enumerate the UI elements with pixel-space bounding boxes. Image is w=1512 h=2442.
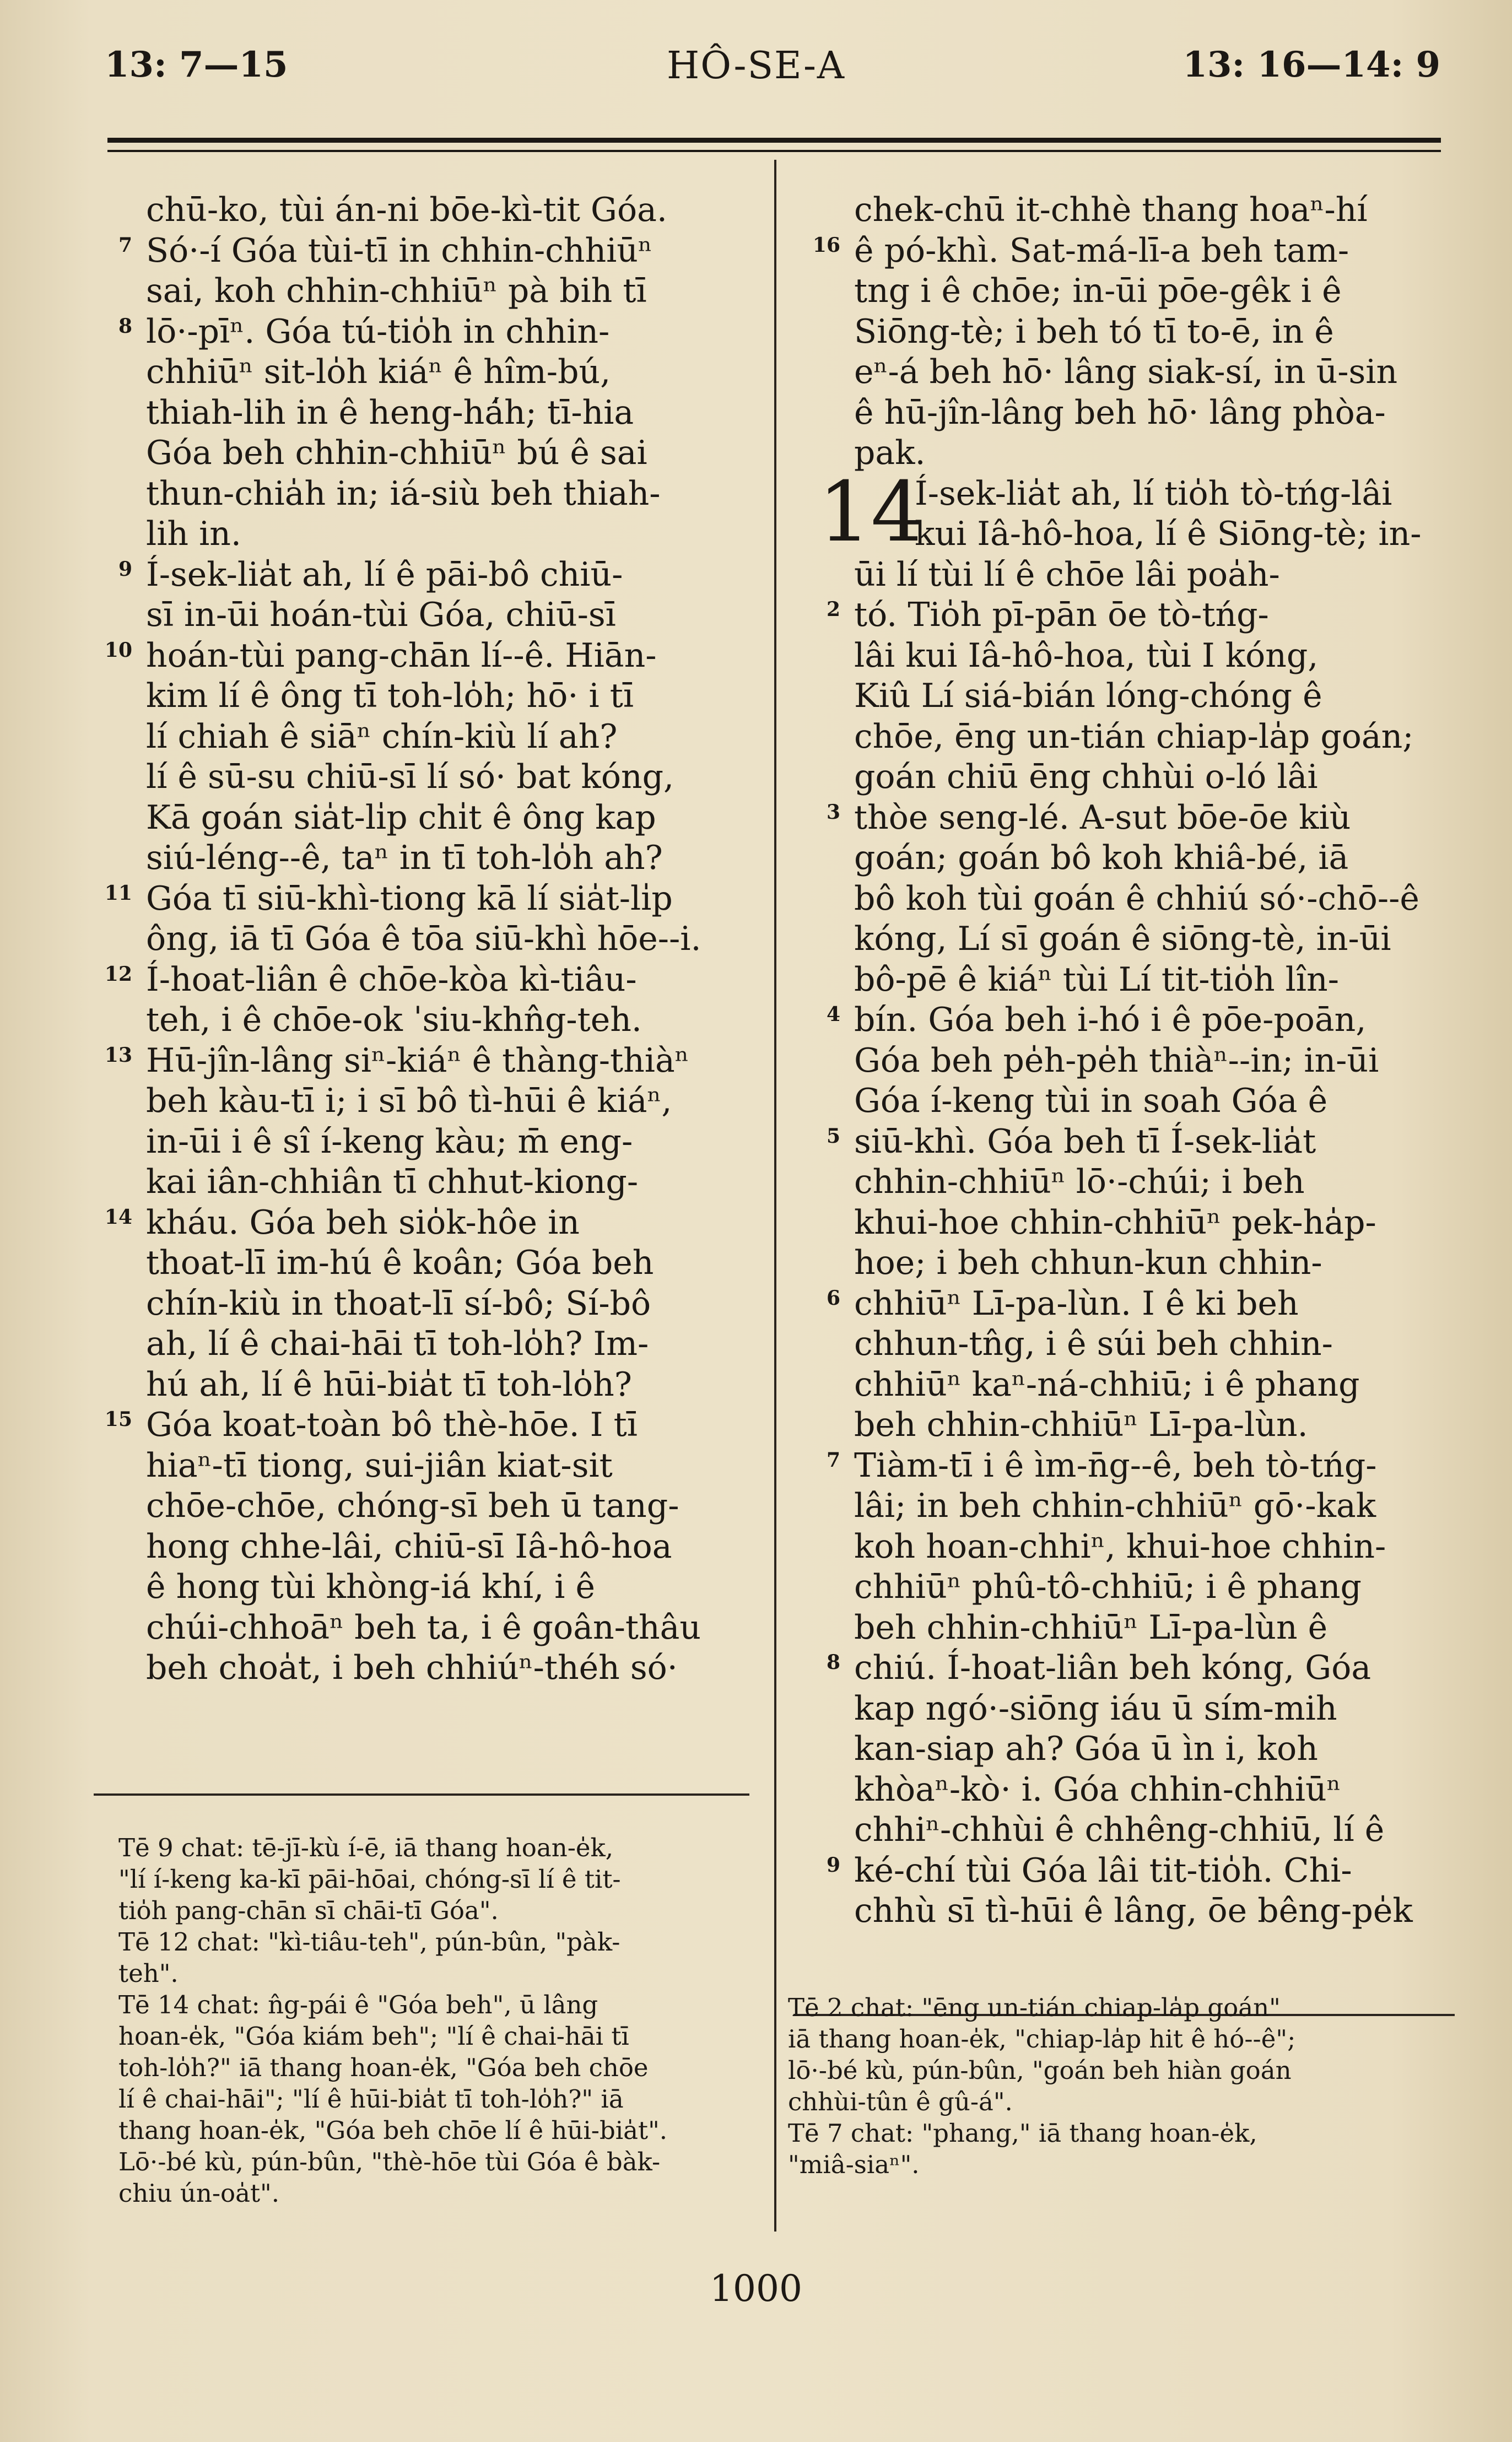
text-line xyxy=(146,1648,752,1689)
line-text: beh choa̍t, i beh chhiúⁿ-théh só· xyxy=(146,1649,678,1687)
text-line xyxy=(146,1486,752,1527)
line-text: khòaⁿ-kò· i. Góa chhin-chhiūⁿ xyxy=(854,1770,1341,1809)
text-line xyxy=(854,190,1449,231)
text-line xyxy=(146,1365,752,1406)
text-line xyxy=(854,838,1449,879)
text-line xyxy=(854,717,1449,758)
text-line xyxy=(854,1891,1449,1932)
line-text: pak. xyxy=(854,434,926,472)
text-line xyxy=(854,676,1449,717)
text-line xyxy=(146,474,752,515)
text-line xyxy=(854,1608,1449,1649)
line-text: kap ngó·-siōng iáu ū sím-mih xyxy=(854,1689,1337,1728)
footnote-line: Tē 7 chat: "phang," iā thang hoan-e̍k, xyxy=(788,2119,1257,2148)
line-text: hoán-tùi pang-chān lí--ê. Hiān- xyxy=(146,636,657,675)
text-line xyxy=(146,1162,752,1203)
footnote-rule-left xyxy=(94,1793,749,1796)
line-text: kan-siap ah? Góa ū ìn i, koh xyxy=(854,1730,1318,1768)
line-text: Góa beh chhin-chhiūⁿ bú ê sai xyxy=(146,434,647,472)
header-rule-thick xyxy=(107,138,1441,143)
line-text: chhiūⁿ phû-tô-chhiū; i ê phang xyxy=(854,1568,1362,1606)
text-line xyxy=(104,1405,752,1446)
verse-number: 12 xyxy=(104,962,132,986)
line-text: Kā goán sia̍t-li̍p chi̍t ê ông kap xyxy=(146,798,656,837)
verse-number: 15 xyxy=(104,1408,132,1431)
text-line xyxy=(146,1243,752,1284)
footnote-line: hoan-e̍k, "Góa kiám beh"; "lí ê chai-hāi tī xyxy=(118,2022,629,2051)
line-text: Hū-jîn-lâng siⁿ-kiáⁿ ê thàng-thiàⁿ xyxy=(146,1041,689,1080)
line-text: chhiⁿ-chhùi ê chhêng-chhiū, lí ê xyxy=(854,1811,1385,1849)
verse-number: 4 xyxy=(826,1003,840,1026)
header-right-reference: 13: 16—14: 9 xyxy=(1182,44,1440,85)
text-line xyxy=(104,960,752,1001)
footnote-line: Tē 12 chat: "kì-tiâu-teh", pún-bûn, "pàk- xyxy=(118,1927,620,1957)
text-line xyxy=(146,1567,752,1608)
footnote-line: lō·-bé kù, pún-bûn, "goán beh hiàn goán xyxy=(788,2056,1292,2085)
text-line xyxy=(854,1567,1449,1608)
line-text: lí ê sū-su chiū-sī lí só· bat kóng, xyxy=(146,758,674,796)
text-line xyxy=(826,1851,1449,1892)
verse-number: 8 xyxy=(826,1651,840,1674)
line-text: chhin-chhiūⁿ lō·-chúi; i beh xyxy=(854,1163,1305,1201)
verse-number: 6 xyxy=(826,1286,840,1310)
text-line xyxy=(854,879,1449,920)
line-text: beh chhin-chhiūⁿ Lī-pa-lùn ê xyxy=(854,1608,1328,1647)
text-line xyxy=(118,312,752,353)
text-line xyxy=(146,798,752,839)
text-line xyxy=(854,1527,1449,1568)
header-rule-thin xyxy=(107,150,1441,152)
line-text: ê pó-khì. Sat-má-lī-a beh tam- xyxy=(854,231,1349,270)
line-text: sai, koh chhin-chhiūⁿ pà bih tī xyxy=(146,272,647,310)
text-line xyxy=(854,1365,1449,1406)
footnote-line: thang hoan-e̍k, "Góa beh chōe lí ê hūi-bia̍t". xyxy=(118,2116,668,2145)
footnote-line: "lí í-keng ka-kī pāi-hōai, chóng-sī lí ê tit- xyxy=(118,1865,621,1894)
line-text: chiú. Í-hoat-liân beh kóng, Góa xyxy=(854,1649,1371,1687)
text-line xyxy=(854,393,1449,434)
text-line xyxy=(854,433,1449,474)
line-text: kui Iâ-hô-hoa, lí ê Siōng-tè; in- xyxy=(915,515,1422,553)
line-text: Í-sek-lia̍t ah, lí ê pāi-bô chiū- xyxy=(146,555,623,594)
line-text: Í-hoat-liân ê chōe-kòa kì-tiâu- xyxy=(146,960,637,999)
line-text: thòe seng-lé. A-sut bōe-ōe kiù xyxy=(854,798,1351,837)
line-text: sī in-ūi hoán-tùi Góa, chiū-sī xyxy=(146,596,616,634)
verse-number: 3 xyxy=(826,800,840,824)
line-text: Góa koat-toàn bô thè-hōe. I tī xyxy=(146,1406,638,1444)
footnote-line: Tē 14 chat: n̂g-pái ê "Góa beh", ū lâng xyxy=(118,1990,598,2019)
header-left-reference: 13: 7—15 xyxy=(105,44,288,85)
text-line xyxy=(146,1527,752,1568)
footnote-line: iā thang hoan-e̍k, "chiap-la̍p hit ê hó--ê"; xyxy=(788,2024,1296,2054)
text-line xyxy=(826,798,1449,839)
line-text: chhù sī tì-hūi ê lâng, ōe bêng-pe̍k xyxy=(854,1892,1413,1930)
text-line xyxy=(146,514,752,555)
line-text: kai iân-chhiân tī chhut-kiong- xyxy=(146,1163,639,1201)
line-text: thoat-lī im-hú ê koân; Góa beh xyxy=(146,1244,654,1282)
text-line xyxy=(854,960,1449,1001)
line-text: chhiūⁿ kaⁿ-ná-chhiū; i ê phang xyxy=(854,1365,1360,1404)
text-line xyxy=(854,1203,1449,1244)
text-line xyxy=(854,1770,1449,1811)
line-text: ông, iā tī Góa ê tōa siū-khì hōe--i. xyxy=(146,920,701,958)
text-line xyxy=(146,717,752,758)
line-text: thun-chia̍h in; iá-siù beh thiah- xyxy=(146,474,661,513)
verse-number: 10 xyxy=(104,638,132,662)
text-line xyxy=(118,555,752,596)
text-line xyxy=(104,636,752,677)
text-line xyxy=(146,1000,752,1041)
line-text: kháu. Góa beh sio̍k-hôe in xyxy=(146,1203,580,1242)
line-text: lâi; in beh chhin-chhiūⁿ gō·-kak xyxy=(854,1487,1376,1525)
line-text: tó. Tio̍h pī-pān ōe tò-tńg- xyxy=(854,596,1269,634)
line-text: eⁿ-á beh hō· lâng siak-sí, in ū-sin xyxy=(854,353,1398,391)
line-text: bín. Góa beh i-hó i ê pōe-poān, xyxy=(854,1001,1367,1039)
text-line xyxy=(146,595,752,636)
line-text: lō·-pīⁿ. Góa tú-tio̍h in chhin- xyxy=(146,312,610,351)
text-line xyxy=(104,1203,752,1244)
line-text: chhiūⁿ sit-lo̍h kiáⁿ ê hîm-bú, xyxy=(146,353,611,391)
line-text: kóng, Lí sī goán ê siōng-tè, in-ūi xyxy=(854,920,1391,958)
verse-number: 14 xyxy=(104,1205,132,1229)
text-line xyxy=(854,1689,1449,1730)
text-line xyxy=(826,595,1449,636)
text-line xyxy=(854,1324,1449,1365)
footnote-line: chiu ún-oa̍t". xyxy=(118,2179,280,2208)
text-line xyxy=(854,1486,1449,1527)
text-line xyxy=(854,271,1449,312)
line-text: siú-léng--ê, taⁿ in tī toh-lo̍h ah? xyxy=(146,839,663,877)
line-text: teh, i ê chōe-ok ˈsiu-khn̂g-teh. xyxy=(146,1001,642,1039)
line-text: hiaⁿ-tī tiong, sui-jiân kiat-sit xyxy=(146,1446,613,1485)
footnote-line: chhùi-tûn ê gû-á". xyxy=(788,2087,1013,2116)
verse-number: 9 xyxy=(118,557,132,581)
line-text: ê hong tùi khòng-iá khí, i ê xyxy=(146,1568,596,1606)
line-text: thiah-lih in ê heng-há̍h; tī-hia xyxy=(146,393,634,432)
line-text: hong chhe-lâi, chiū-sī Iâ-hô-hoa xyxy=(146,1527,672,1566)
line-text: chek-chū it-chhè thang hoaⁿ-hí xyxy=(854,191,1368,229)
text-line xyxy=(826,1284,1449,1325)
footnote-line: toh-lo̍h?" iā thang hoan-e̍k, "Góa beh chōe xyxy=(118,2053,649,2082)
header-book-title: HÔ-SE-A xyxy=(666,44,846,88)
text-line xyxy=(812,231,1449,272)
line-text: Siōng-tè; i beh tó tī to-ē, in ê xyxy=(854,312,1334,351)
verse-number: 2 xyxy=(826,598,840,621)
verse-number: 5 xyxy=(826,1124,840,1148)
line-text: chōe-chōe, chóng-sī beh ū tang- xyxy=(146,1487,679,1525)
text-line xyxy=(854,514,1449,555)
text-line xyxy=(146,1446,752,1487)
line-text: hoe; i beh chhun-kun chhin- xyxy=(854,1244,1322,1282)
text-line xyxy=(826,1446,1449,1487)
line-text: siū-khì. Góa beh tī Í-sek-lia̍t xyxy=(854,1122,1316,1161)
line-text: chōe, ēng un-tián chiap-la̍p goán; xyxy=(854,717,1414,756)
footnote-line: Tē 9 chat: tē-jī-kù í-ē, iā thang hoan-e̍k, xyxy=(118,1833,614,1862)
verse-number: 8 xyxy=(118,314,132,338)
text-line xyxy=(854,1162,1449,1203)
text-line xyxy=(146,919,752,960)
text-line xyxy=(854,1041,1449,1082)
line-text: Kiû Lí siá-bián lóng-chóng ê xyxy=(854,677,1322,715)
text-line xyxy=(854,1729,1449,1770)
text-line xyxy=(854,352,1449,393)
text-line xyxy=(854,1243,1449,1284)
text-line xyxy=(146,838,752,879)
text-line xyxy=(854,312,1449,353)
right-text-column xyxy=(812,190,1449,1932)
text-line xyxy=(146,1284,752,1325)
line-text: kim lí ê ông tī toh-lo̍h; hō· i tī xyxy=(146,677,634,715)
footnote-line: Lō·-bé kù, pún-bûn, "thè-hōe tùi Góa ê bàk- xyxy=(118,2147,661,2176)
line-text: koh hoan-chhiⁿ, khui-hoe chhin- xyxy=(854,1527,1386,1566)
text-line xyxy=(826,1000,1449,1041)
text-line xyxy=(146,676,752,717)
verse-number: 13 xyxy=(104,1043,132,1067)
line-text: goán; goán bô koh khiâ-bé, iā xyxy=(854,839,1349,877)
verse-number: 16 xyxy=(812,233,840,257)
line-text: lâi kui Iâ-hô-hoa, tùi I kóng, xyxy=(854,636,1319,675)
text-line xyxy=(146,1122,752,1163)
text-line xyxy=(146,757,752,798)
line-text: Í-sek-lia̍t ah, lí tio̍h tò-tńg-lâi xyxy=(915,474,1392,513)
chapter-number: 14 xyxy=(818,464,924,560)
left-text-column xyxy=(104,190,752,1689)
footnote-line: teh". xyxy=(118,1959,179,1988)
text-line xyxy=(854,636,1449,677)
line-text: hú ah, lí ê hūi-bia̍t tī toh-lo̍h? xyxy=(146,1365,632,1404)
line-text: Góa beh pe̍h-pe̍h thiàⁿ--in; in-ūi xyxy=(854,1041,1379,1080)
text-line xyxy=(854,1405,1449,1446)
text-line xyxy=(146,433,752,474)
verse-number: 7 xyxy=(826,1448,840,1472)
line-text: bô-pē ê kiáⁿ tùi Lí tit-tio̍h lîn- xyxy=(854,960,1339,999)
line-text: Góa tī siū-khì-tiong kā lí sia̍t-li̍p xyxy=(146,879,673,918)
line-text: bô koh tùi goán ê chhiú só·-chō--ê xyxy=(854,879,1419,918)
page-number: 1000 xyxy=(710,2267,802,2310)
footnote-line: Tē 2 chat: "ēng un-tián chiap-la̍p goán" xyxy=(788,1993,1281,2022)
footnote-line: lí ê chai-hāi"; "lí ê hūi-bia̍t tī toh-lo̍h?" iā xyxy=(118,2084,624,2114)
text-line xyxy=(854,757,1449,798)
column-separator xyxy=(774,160,776,2232)
line-text: ah, lí ê chai-hāi tī toh-lo̍h? Im- xyxy=(146,1325,649,1363)
line-text: chúi-chhoāⁿ beh ta, i ê goân-thâu xyxy=(146,1608,701,1647)
text-line xyxy=(146,271,752,312)
verse-number: 7 xyxy=(118,233,132,257)
text-line xyxy=(826,1648,1449,1689)
line-text: khui-hoe chhin-chhiūⁿ pek-ha̍p- xyxy=(854,1203,1376,1242)
text-line xyxy=(854,919,1449,960)
text-line xyxy=(118,231,752,272)
text-line xyxy=(146,393,752,434)
line-text: in-ūi i ê sî í-keng kàu; m̄ eng- xyxy=(146,1122,633,1161)
line-text: beh kàu-tī i; i sī bô tì-hūi ê kiáⁿ, xyxy=(146,1082,672,1120)
text-line xyxy=(146,352,752,393)
line-text: Góa í-keng tùi in soah Góa ê xyxy=(854,1082,1328,1120)
line-text: tng i ê chōe; in-ūi pōe-gêk i ê xyxy=(854,272,1342,310)
line-text: chín-kiù in thoat-lī sí-bô; Sí-bô xyxy=(146,1284,651,1323)
text-line xyxy=(826,1122,1449,1163)
text-line xyxy=(146,1324,752,1365)
line-text: chhiūⁿ Lī-pa-lùn. I ê ki beh xyxy=(854,1284,1299,1323)
verse-number: 11 xyxy=(104,881,132,905)
line-text: ūi lí tùi lí ê chōe lâi poa̍h- xyxy=(854,555,1280,594)
text-line xyxy=(146,1081,752,1122)
footnote-line: "miâ-siaⁿ". xyxy=(788,2150,920,2179)
line-text: chū-ko, tùi án-ni bōe-kì-tit Góa. xyxy=(146,191,667,229)
line-text: ê hū-jîn-lâng beh hō· lâng phòa- xyxy=(854,393,1386,432)
line-text: beh chhin-chhiūⁿ Lī-pa-lùn. xyxy=(854,1406,1308,1444)
footnote-line: tio̍h pang-chān sī chāi-tī Góa". xyxy=(118,1896,499,1925)
text-line xyxy=(146,190,752,231)
line-text: lí chiah ê siāⁿ chín-kiù lí ah? xyxy=(146,717,618,756)
line-text: Tiàm-tī i ê ìm-n̄g--ê, beh tò-tńg- xyxy=(854,1446,1377,1485)
footnotes-right xyxy=(788,1992,1455,2180)
footnotes-left xyxy=(118,1832,758,2209)
text-line xyxy=(854,1810,1449,1851)
verse-number: 9 xyxy=(826,1853,840,1877)
text-line xyxy=(854,1081,1449,1122)
text-line xyxy=(854,555,1449,596)
text-line xyxy=(104,879,752,920)
line-text: ké-chí tùi Góa lâi tit-tio̍h. Chi- xyxy=(854,1851,1352,1890)
line-text: lih in. xyxy=(146,515,241,553)
line-text: chhun-tn̂g, i ê súi beh chhin- xyxy=(854,1325,1333,1363)
text-line xyxy=(104,1041,752,1082)
line-text: goán chiū ēng chhùi o-ló lâi xyxy=(854,758,1318,796)
text-line xyxy=(146,1608,752,1649)
line-text: Só·-í Góa tùi-tī in chhin-chhiūⁿ xyxy=(146,231,652,270)
